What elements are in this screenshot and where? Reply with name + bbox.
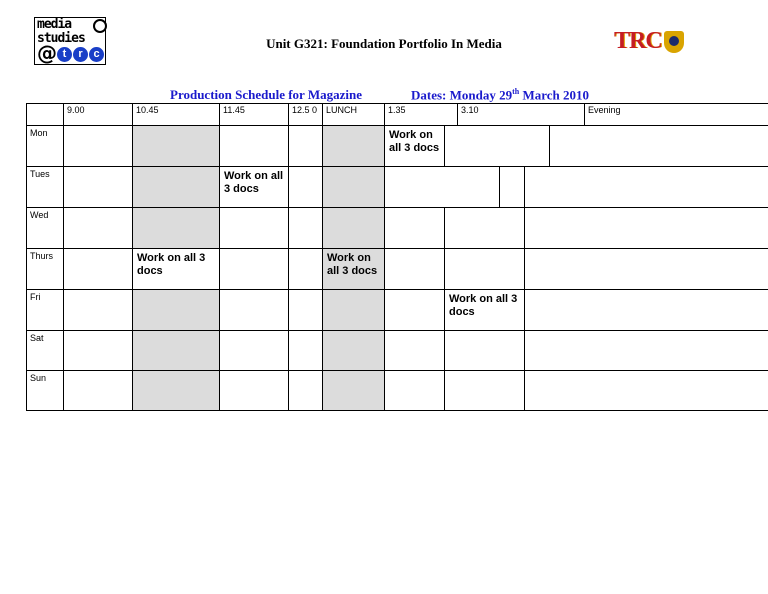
sun-1145-cell <box>219 370 289 411</box>
mon-310-cell <box>444 125 550 167</box>
wed-1045-cell <box>132 207 220 249</box>
column-header-900: 9.00 <box>63 103 133 126</box>
row-label-sun: Sun <box>26 370 64 411</box>
column-header-1045: 10.45 <box>132 103 220 126</box>
thurs-1145-cell <box>219 248 289 290</box>
tues-135-cell <box>384 166 500 208</box>
sat-310-cell <box>444 330 525 371</box>
logo-dot-c: c <box>89 47 104 62</box>
column-header-lunch: LUNCH <box>322 103 385 126</box>
dates-suffix: March 2010 <box>519 87 590 103</box>
schedule-title: Production Schedule for Magazine <box>170 87 362 102</box>
mon-1045-cell <box>132 125 220 167</box>
logo-line-media: media <box>37 17 72 32</box>
thurs-1250-cell <box>288 248 323 290</box>
row-label-mon: Mon <box>26 125 64 167</box>
column-header-1145: 11.45 <box>219 103 289 126</box>
tues-evening-cell <box>524 166 768 208</box>
logo-at-symbol: @ <box>37 41 57 65</box>
sun-310-cell <box>444 370 525 411</box>
sat-evening-cell <box>524 330 768 371</box>
thurs-lunch-cell: Work on all 3 docs <box>322 248 385 290</box>
wed-900-cell <box>63 207 133 249</box>
sat-lunch-cell <box>322 330 385 371</box>
wed-evening-cell <box>524 207 768 249</box>
sat-1250-cell <box>288 330 323 371</box>
mon-1250-cell <box>288 125 323 167</box>
sun-900-cell <box>63 370 133 411</box>
tues-1045-cell <box>132 166 220 208</box>
column-header-135: 1.35 <box>384 103 458 126</box>
wed-lunch-cell <box>322 207 385 249</box>
tues-900-cell <box>63 166 133 208</box>
tues-1250-cell <box>288 166 323 208</box>
wed-135-cell <box>384 207 445 249</box>
mon-lunch-cell <box>322 125 385 167</box>
row-label-sat: Sat <box>26 330 64 371</box>
wed-1145-cell <box>219 207 289 249</box>
row-label-tues: Tues <box>26 166 64 208</box>
document-title: Unit G321: Foundation Portfolio In Media <box>266 36 502 51</box>
logo-line-studies: studies <box>37 31 85 46</box>
mon-900-cell <box>63 125 133 167</box>
fri-1250-cell <box>288 289 323 331</box>
crest-icon <box>664 31 684 53</box>
sun-lunch-cell <box>322 370 385 411</box>
wed-310-cell <box>444 207 525 249</box>
row-label-fri: Fri <box>26 289 64 331</box>
dates-prefix: Dates: Monday 29 <box>411 87 513 103</box>
row-label-wed: Wed <box>26 207 64 249</box>
thurs-900-cell <box>63 248 133 290</box>
trc-logo <box>614 30 684 53</box>
logo-dot-r: r <box>73 47 88 62</box>
mon-evening-cell <box>549 125 768 167</box>
sun-1250-cell <box>288 370 323 411</box>
row-label-thurs: Thurs <box>26 248 64 290</box>
tues-lunch-cell <box>322 166 385 208</box>
sun-1045-cell <box>132 370 220 411</box>
header-corner-cell <box>26 103 64 126</box>
mon-135-cell: Work on all 3 docs <box>384 125 445 167</box>
fri-evening-cell <box>524 289 768 331</box>
thurs-1045-cell: Work on all 3 docs <box>132 248 220 290</box>
column-header-1250: 12.5 0 <box>288 103 323 126</box>
dates-superscript: th <box>512 87 520 96</box>
column-header-evening: Evening <box>584 103 768 126</box>
thurs-135-cell <box>384 248 445 290</box>
fri-1145-cell <box>219 289 289 331</box>
column-header-310: 3.10 <box>457 103 585 126</box>
logo-ring-icon <box>93 19 107 33</box>
fri-lunch-cell <box>322 289 385 331</box>
sat-900-cell <box>63 330 133 371</box>
schedule-dates <box>411 87 589 103</box>
sun-evening-cell <box>524 370 768 411</box>
wed-1250-cell <box>288 207 323 249</box>
sat-1145-cell <box>219 330 289 371</box>
logo-dot-t: t <box>57 47 72 62</box>
fri-1045-cell <box>132 289 220 331</box>
sat-1045-cell <box>132 330 220 371</box>
trc-logo-text: TRC <box>614 28 662 54</box>
tues-1145-cell: Work on all 3 docs <box>219 166 289 208</box>
mon-1145-cell <box>219 125 289 167</box>
thurs-310-cell <box>444 248 525 290</box>
sun-135-cell <box>384 370 445 411</box>
tues-310-cell <box>499 166 525 208</box>
fri-310-cell: Work on all 3 docs <box>444 289 525 331</box>
fri-135-cell <box>384 289 445 331</box>
thurs-evening-cell <box>524 248 768 290</box>
fri-900-cell <box>63 289 133 331</box>
sat-135-cell <box>384 330 445 371</box>
